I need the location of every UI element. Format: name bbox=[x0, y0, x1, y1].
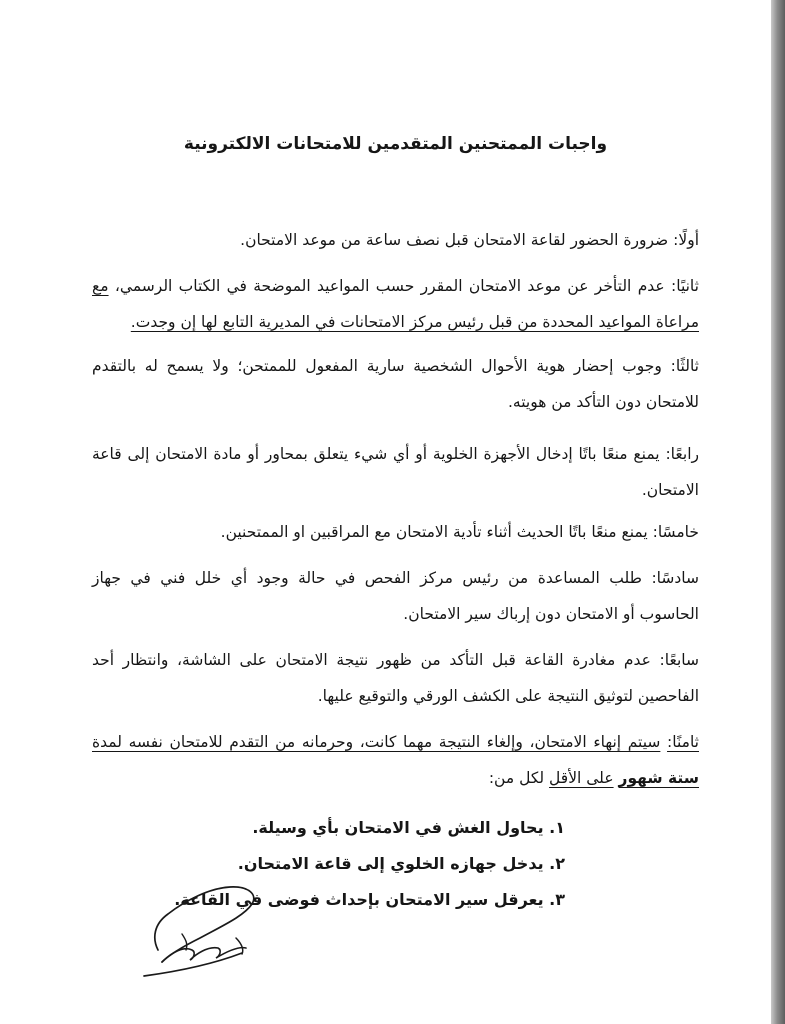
list-item: ٣. يعرقل سير الامتحان بإحداث فوضى في القاعة. bbox=[174, 890, 565, 909]
paragraph-text: طلب المساعدة من رئيس مركز الفحص في حالة وجود أي خلل فني في جهاز الحاسوب أو الامتحان دون إرباك سير الامتحان. bbox=[92, 569, 699, 623]
paragraph-fourth bbox=[92, 436, 699, 508]
paragraph-text: يمنع منعًا باتًا الحديث أثناء تأدية الامتحان مع المراقبين او الممتحنين. bbox=[220, 523, 648, 541]
paragraph-text: عدم مغادرة القاعة قبل التأكد من ظهور نتيجة الامتحان على الشاشة، وانتظار أحد الفاحصين لتوثيق النتيجة على الكشف الورقي والتوقيع عليها. bbox=[92, 651, 699, 705]
paragraph-underlined-text: سيتم إنهاء الامتحان، وإلغاء النتيجة مهما كانت، وحرمانه من التقدم للامتحان نفسه لمدة bbox=[92, 733, 661, 751]
paragraph-second bbox=[92, 268, 699, 340]
list-item: ١. يحاول الغش في الامتحان بأي وسيلة. bbox=[252, 818, 565, 837]
paragraph-text: يمنع منعًا باتًا إدخال الأجهزة الخلوية أو أي شيء يتعلق بمحاور أو مادة الامتحان إلى قاعة الامتحان. bbox=[92, 445, 699, 499]
paragraph-seventh bbox=[92, 642, 699, 714]
paragraph-text: عدم التأخر عن موعد الامتحان المقرر حسب المواعيد الموضحة في الكتاب الرسمي، bbox=[114, 277, 665, 295]
paragraph-bold-underlined-text: ستة شهور bbox=[618, 769, 699, 787]
page-edge-shadow bbox=[771, 0, 785, 1024]
paragraph-lead: سابعًا: bbox=[659, 651, 699, 669]
paragraph-lead: خامسًا: bbox=[652, 523, 699, 541]
paragraph-fifth bbox=[92, 514, 699, 550]
signature-image bbox=[138, 880, 278, 990]
paragraph-lead: سادسًا: bbox=[651, 569, 699, 587]
paragraph-eighth bbox=[92, 724, 699, 796]
paragraph-lead: ثانيًا: bbox=[671, 277, 699, 295]
paragraph-underlined-text: مع مراعاة المواعيد المحددة من قبل رئيس مركز الامتحانات في المديرية التابع لها إن وجدت. bbox=[92, 277, 699, 331]
paragraph-third bbox=[92, 348, 699, 420]
paragraph-tail-text: لكل من: bbox=[488, 769, 545, 787]
paragraph-after-bold-text: على الأقل bbox=[549, 769, 614, 787]
paragraph-text: وجوب إحضار هوية الأحوال الشخصية سارية المفعول للممتحن؛ ولا يسمح له بالتقدم للامتحان دون التأكد من هويته. bbox=[92, 357, 699, 411]
paragraph-lead: أولًا: bbox=[673, 231, 699, 249]
list-item: ٢. يدخل جهازه الخلوي إلى قاعة الامتحان. bbox=[237, 854, 565, 873]
paragraph-lead: رابعًا: bbox=[665, 445, 699, 463]
paragraph-lead: ثالثًا: bbox=[670, 357, 699, 375]
paragraph-sixth bbox=[92, 560, 699, 632]
paragraph-text: ضرورة الحضور لقاعة الامتحان قبل نصف ساعة من موعد الامتحان. bbox=[240, 231, 669, 249]
paragraph-lead: ثامنًا: bbox=[667, 733, 699, 751]
document-title: واجبات الممتحنين المتقدمين للامتحانات الالكترونية bbox=[183, 134, 608, 154]
paragraph-first bbox=[92, 222, 699, 258]
